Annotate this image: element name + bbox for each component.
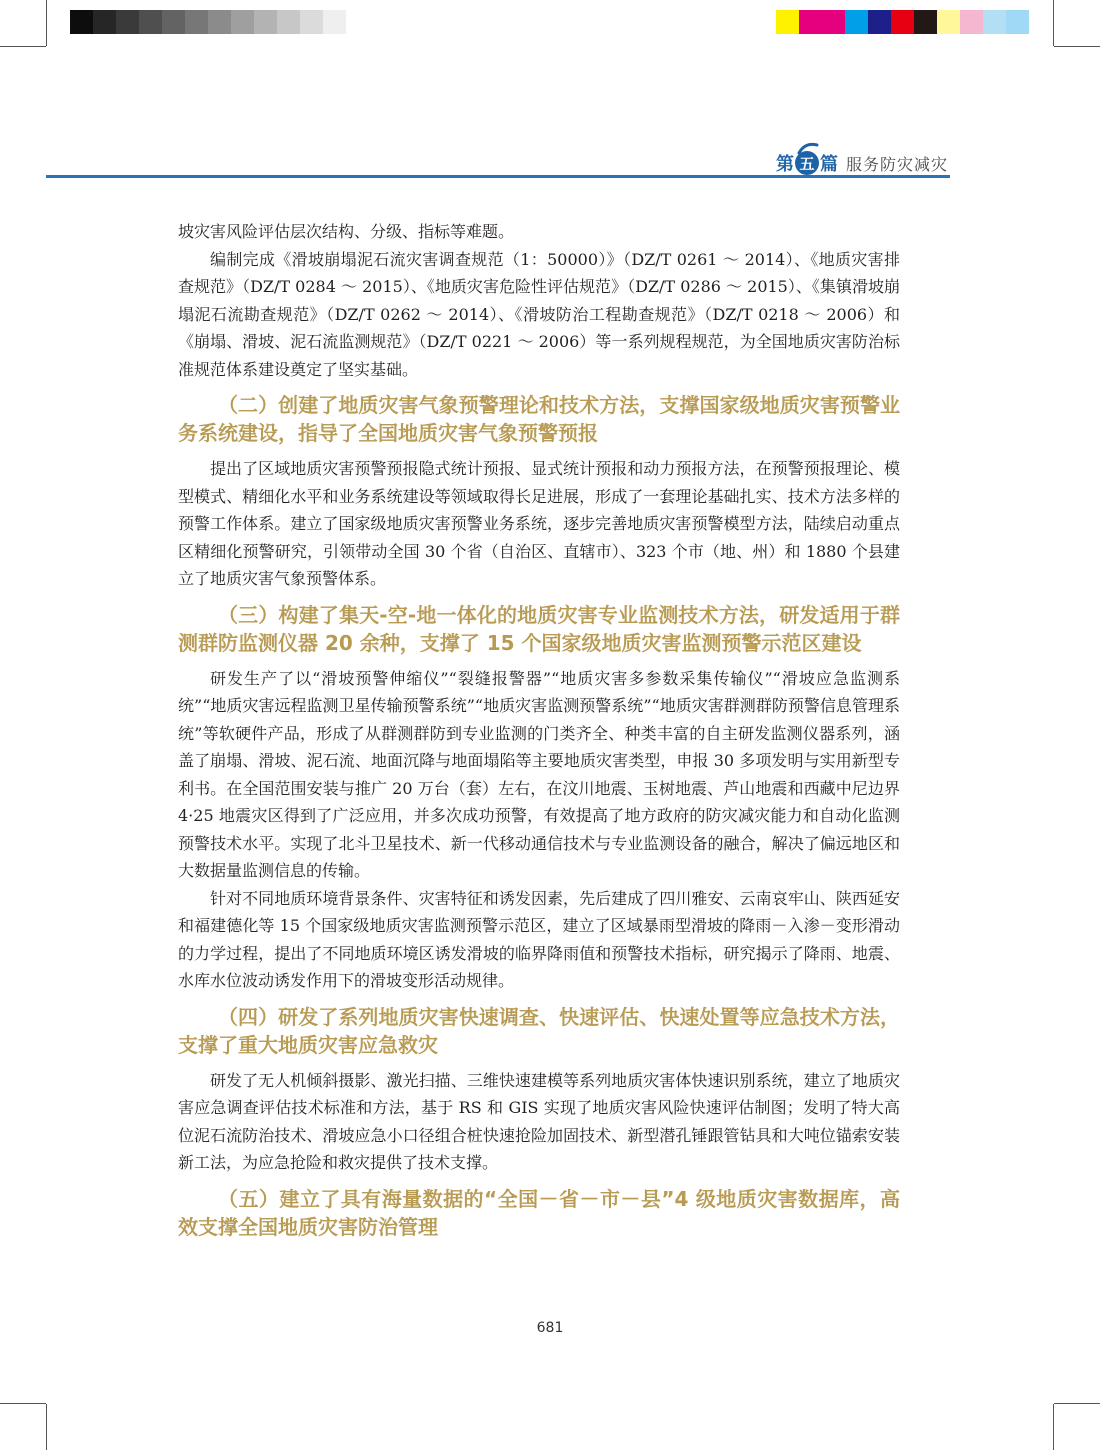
swatch <box>822 10 845 34</box>
swatch <box>93 10 116 34</box>
part-prefix: 第 <box>775 154 794 175</box>
section-heading: （三）构建了集天-空-地一体化的地质灾害专业监测技术方法，研发适用于群测群防监测仪器 20 余种，支撑了 15 个国家级地质灾害监测预警示范区建设 <box>178 602 900 655</box>
crop-mark-top-left-v <box>46 0 47 46</box>
swatch <box>300 10 323 34</box>
wave-arc-icon <box>797 141 819 155</box>
part-number: 五 <box>795 151 819 175</box>
page-body <box>178 218 900 1249</box>
swatch <box>208 10 231 34</box>
swatch <box>868 10 891 34</box>
swatch <box>185 10 208 34</box>
paragraph: 研发了无人机倾斜摄影、激光扫描、三维快速建模等系列地质灾害体快速识别系统，建立了地质灾害应急调查评估技术标准和方法，基于 RS 和 GIS 实现了地质灾害风险快速评估制图；发明了特大高位泥石流防治技术、滑坡应急小口径组合桩快速抢险加固技术、新型潜孔锤跟管钻具和大吨位锚索安装新工法，为应急抢险和救灾提供了技术支撑。 <box>178 1070 900 1172</box>
swatch <box>116 10 139 34</box>
paragraph: 针对不同地质环境背景条件、灾害特征和诱发因素，先后建成了四川雅安、云南哀牢山、陕西延安和福建德化等 15 个国家级地质灾害监测预警示范区，建立了区域暴雨型滑坡的降雨－入渗－变形滑动的力学过程，提出了不同地质环境区诱发滑坡的临界降雨值和预警技术指标，研究揭示了降雨、地震、水库水位波动诱发作用下的滑坡变形活动规律。 <box>178 888 900 990</box>
swatch <box>891 10 914 34</box>
swatch <box>277 10 300 34</box>
paragraph: 研发生产了以“滑坡预警伸缩仪”“裂缝报警器”“地质灾害多参数采集传输仪”“滑坡应急监测系统”“地质灾害远程监测卫星传输预警系统”“地质灾害监测预警系统”“地质灾害群测群防预警信息管理系统”等软硬件产品，形成了从群测群防到专业监测的门类齐全、种类丰富的自主研发监测仪器系列，涵盖了崩塌、滑坡、泥石流、地面沉降与地面塌陷等主要地质灾害类型，申报 30 多项发明与实用新型专利书。在全国范围安装与推广 20 万台（套）左右，在汶川地震、玉树地震、芦山地震和西藏中尼边界 4·25 地震灾区得到了广泛应用，并多次成功预警，有效提高了地方政府的防灾减灾能力和自动化监测预警技术水平。实现了北斗卫星技术、新一代移动通信技术与专业监测设备的融合，解决了偏远地区和大数据量监测信息的传输。 <box>178 668 900 880</box>
section-heading: （二）创建了地质灾害气象预警理论和技术方法，支撑国家级地质灾害预警业务系统建设，指导了全国地质灾害气象预警预报 <box>178 393 900 445</box>
swatch <box>937 10 960 34</box>
grayscale-calibration-bar <box>70 10 346 34</box>
swatch <box>914 10 937 34</box>
swatch <box>799 10 822 34</box>
part-badge <box>776 150 838 176</box>
section-heading: （五）建立了具有海量数据的“全国－省－市－县”4 级地质灾害数据库，高效支撑全国地质灾害防治管理 <box>178 1186 900 1239</box>
swatch <box>139 10 162 34</box>
swatch <box>254 10 277 34</box>
paragraph: 提出了区域地质灾害预警预报隐式统计预报、显式统计预报和动力预报方法，在预警预报理论、模型模式、精细化水平和业务系统建设等领域取得长足进展，形成了一套理论基础扎实、技术方法多样的预警工作体系。建立了国家级地质灾害预警业务系统，逐步完善地质灾害预警模型方法，陆续启动重点区精细化预警研究，引领带动全国 30 个省（自治区、直辖市）、323 个市（地、州）和 1880 个县建立了地质灾害气象预警体系。 <box>178 459 900 588</box>
swatch <box>960 10 983 34</box>
crop-mark-bottom-right-v <box>1053 1404 1054 1450</box>
paragraph: 坡灾害风险评估层次结构、分级、指标等难题。 <box>178 222 515 241</box>
header-rule <box>46 175 950 178</box>
crop-mark-bottom-left-v <box>46 1404 47 1450</box>
section-name: 服务防灾减灾 <box>845 154 948 174</box>
running-header <box>776 148 948 178</box>
color-calibration-bar <box>776 10 1029 34</box>
swatch <box>323 10 346 34</box>
section-heading: （四）研发了系列地质灾害快速调查、快速评估、快速处置等应急技术方法，支撑了重大地质灾害应急救灾 <box>178 1004 900 1057</box>
crop-mark-top-right-v <box>1053 0 1054 46</box>
crop-mark-bottom-left-h <box>0 1403 46 1404</box>
crop-mark-top-left-h <box>0 46 46 47</box>
paragraph: 编制完成《滑坡崩塌泥石流灾害调查规范（1：50000）》（DZ/T 0261 ～ 2014）、《地质灾害排查规范》（DZ/T 0284 ～ 2015）、《地质灾害危险性评估规范》（DZ/T 0286 ～ 2015）、《集镇滑坡崩塌泥石流勘查规范》（DZ/T 0262 ～ 2014）、《滑坡防治工程勘查规范》（DZ/T 0218 ～ 2006）和《崩塌、滑坡、泥石流监测规范》（DZ/T 0221 ～ 2006）等一系列规程规范，为全国地质灾害防治标准规范体系建设奠定了坚实基础。 <box>178 249 900 379</box>
swatch <box>983 10 1006 34</box>
swatch <box>1006 10 1029 34</box>
crop-mark-top-right-h <box>1054 46 1100 47</box>
swatch <box>231 10 254 34</box>
swatch <box>776 10 799 34</box>
swatch <box>70 10 93 34</box>
swatch <box>845 10 868 34</box>
swatch <box>162 10 185 34</box>
crop-mark-bottom-right-h <box>1054 1403 1100 1404</box>
part-suffix: 篇 <box>819 154 838 175</box>
page-number: 681 <box>536 1320 564 1336</box>
